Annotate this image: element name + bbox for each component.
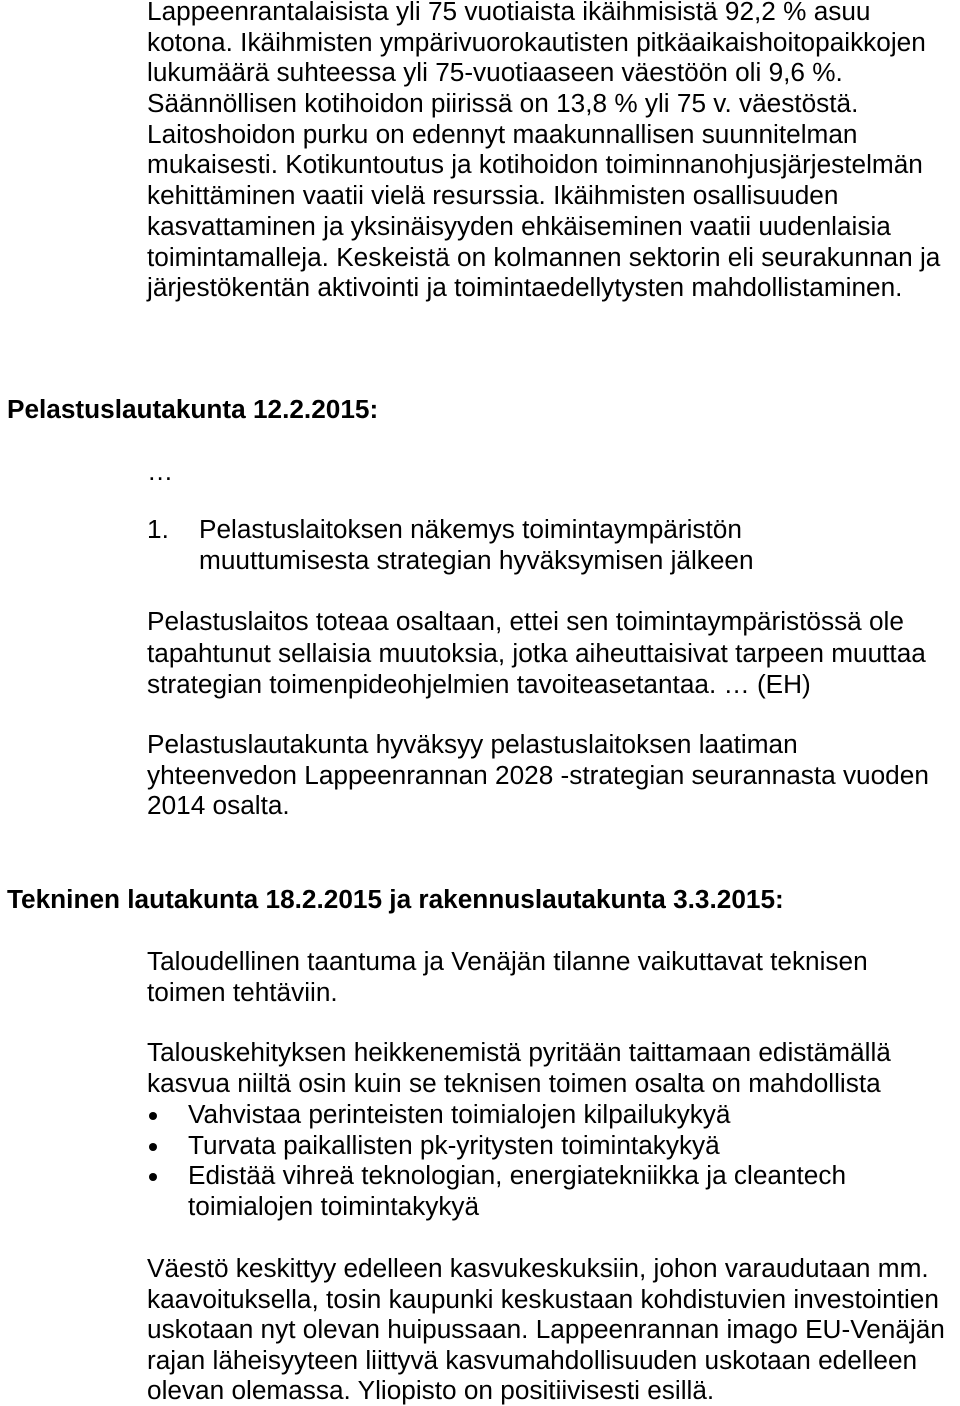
bullet-list bbox=[0, 1099, 960, 1222]
paragraph-line: Talouskehityksen heikkenemistä pyritään taittamaan edistämällä bbox=[147, 1037, 891, 1067]
bullet-text-line: Edistää vihreä teknologian, energiatekniikka ja cleantech bbox=[188, 1160, 847, 1191]
paragraph-line: toimen tehtäviin. bbox=[147, 977, 338, 1007]
bullet-item bbox=[0, 1130, 960, 1161]
paragraph-line: Säännöllisen kotihoidon piirissä on 13,8 % yli 75 v. väestöstä. bbox=[147, 88, 859, 119]
section-heading: Tekninen lautakunta 18.2.2015 ja rakennuslautakunta 3.3.2015: bbox=[7, 884, 784, 914]
item-title bbox=[199, 514, 754, 576]
paragraph-line: kehittäminen vaatii vielä resurssia. Ikäihmisten osallisuuden bbox=[147, 180, 839, 211]
paragraph-line: uskotaan nyt olevan huipussaan. Lappeenrannan imago EU-Venäjän bbox=[147, 1314, 945, 1344]
bullet-item bbox=[0, 1099, 960, 1130]
paragraph-line: kasvattaminen ja yksinäisyyden ehkäiseminen vaatii uudenlaisia bbox=[147, 210, 891, 241]
paragraph-line: olevan olemassa. Yliopisto on positiivisesti esillä. bbox=[147, 1375, 715, 1405]
paragraph-line: kotona. Ikäihmisten ympärivuorokautisten pitkäaikaishoitopaikkojen bbox=[147, 26, 926, 57]
paragraph-line: Pelastuslautakunta hyväksyy pelastuslaitoksen laatiman bbox=[147, 729, 798, 759]
paragraph-line: rajan läheisyyteen liittyvä kasvumahdollisuuden uskotaan edelleen bbox=[147, 1344, 918, 1375]
paragraph-line: Laitoshoidon purku on edennyt maakunnallisen suunnitelman bbox=[147, 118, 858, 149]
ellipsis-marker bbox=[147, 456, 173, 487]
bullet-text-line: toimialojen toimintakykyä bbox=[188, 1191, 480, 1222]
paragraph-line: Pelastuslaitos toteaa osaltaan, ettei sen toimintaympäristössä ole bbox=[147, 606, 904, 636]
paragraph-line: strategian toimenpideohjelmien tavoiteasetantaa. … (EH) bbox=[147, 669, 811, 699]
bullet-text-line: Turvata paikallisten pk-yritysten toimintakykyä bbox=[188, 1129, 720, 1160]
paragraph bbox=[147, 606, 926, 701]
paragraph bbox=[147, 946, 868, 1008]
bullet-text-line: Vahvistaa perinteisten toimialojen kilpailukykyä bbox=[188, 1099, 731, 1129]
item-number: 1. bbox=[147, 514, 169, 544]
paragraph-line: järjestökentän aktivointi ja toimintaedellytysten mahdollistaminen. bbox=[147, 272, 903, 303]
item-title-line: Pelastuslaitoksen näkemys toimintaympäristön bbox=[199, 514, 742, 544]
intro-paragraph bbox=[147, 0, 940, 303]
paragraph-line: 2014 osalta. bbox=[147, 790, 290, 820]
bullet-icon bbox=[149, 1143, 157, 1151]
item-title-line: muuttumisesta strategian hyväksymisen jälkeen bbox=[199, 545, 754, 575]
paragraph-line: kasvua niiltä osin kuin se teknisen toimen osalta on mahdollista bbox=[147, 1068, 881, 1098]
paragraph bbox=[147, 729, 929, 821]
paragraph-line: mukaisesti. Kotikuntoutus ja kotihoidon toiminnanohjusjärjestelmän bbox=[147, 149, 923, 180]
paragraph-line: yhteenvedon Lappeenrannan 2028 -strategian seurannasta vuoden bbox=[147, 759, 929, 790]
paragraph-line: Väestö keskittyy edelleen kasvukeskuksiin, johon varaudutaan mm. bbox=[147, 1253, 929, 1283]
section-heading: Pelastuslautakunta 12.2.2015: bbox=[7, 394, 379, 424]
bullet-icon bbox=[149, 1173, 157, 1181]
ellipsis-text: … bbox=[147, 456, 174, 486]
paragraph-line: lukumäärä suhteessa yli 75-vuotiaaseen väestöön oli 9,6 %. bbox=[147, 57, 843, 88]
paragraph-line: kaavoituksella, tosin kaupunki keskustaan kohdistuvien investointien bbox=[147, 1283, 939, 1314]
bullet-item bbox=[0, 1160, 960, 1221]
paragraph-line: toimintamalleja. Keskeistä on kolmannen sektorin eli seurakunnan ja bbox=[147, 241, 941, 272]
paragraph bbox=[147, 1037, 891, 1099]
paragraph-line: tapahtunut sellaisia muutoksia, jotka aiheuttaisivat tarpeen muuttaa bbox=[147, 637, 926, 668]
closing-paragraph bbox=[147, 1253, 945, 1406]
numbered-item bbox=[147, 514, 847, 576]
bullet-icon bbox=[149, 1112, 157, 1120]
paragraph-line: Taloudellinen taantuma ja Venäjän tilanne vaikuttavat teknisen bbox=[147, 946, 868, 976]
paragraph-line: Lappeenrantalaisista yli 75 vuotiaista ikäihmisistä 92,2 % asuu bbox=[147, 0, 871, 26]
